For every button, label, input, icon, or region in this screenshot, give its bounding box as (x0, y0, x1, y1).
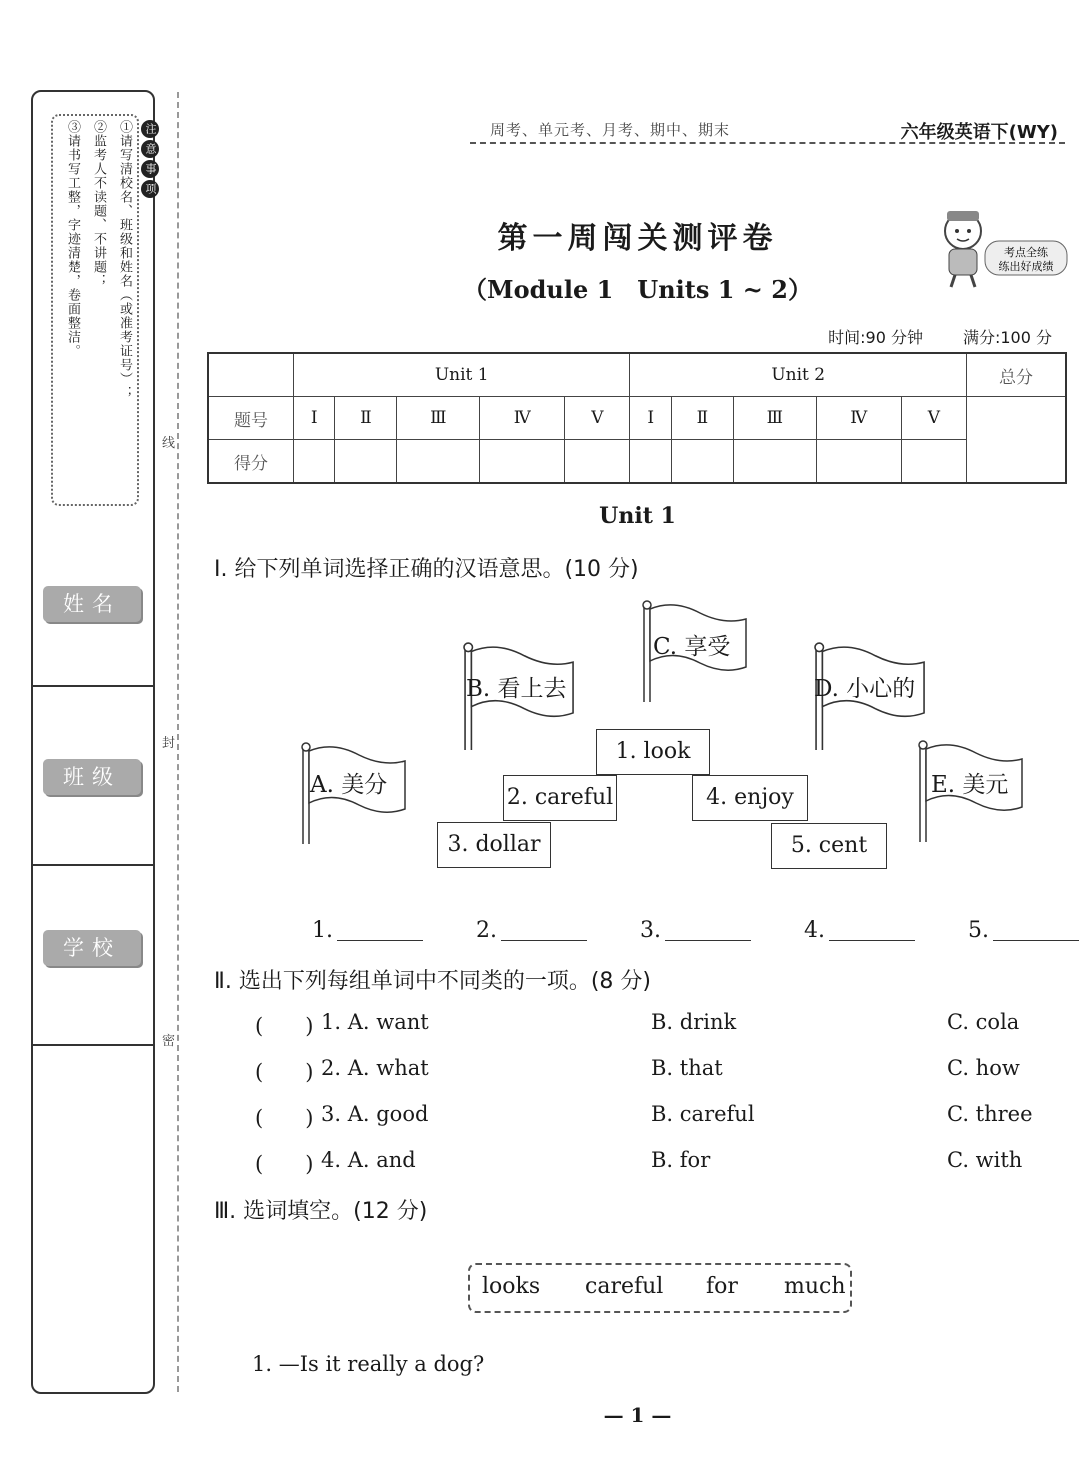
numeral-cell: Ⅳ (480, 397, 565, 440)
time-info (788, 325, 1052, 348)
section2-instruction: Ⅱ. 选出下列每组单词中不同类的一项。(8 分) (214, 969, 651, 994)
option-a: 4. A. and (321, 1148, 416, 1172)
blank-3[interactable]: 3. (640, 918, 751, 943)
option-b: B. that (651, 1056, 723, 1080)
notice-text (59, 120, 163, 498)
flag-b-label: B. 看上去 (466, 676, 567, 702)
unit-heading: Unit 1 (599, 503, 676, 529)
page-subtitle: （Module 1 Units 1 ~ 2） (463, 275, 812, 304)
bank-word: looks (482, 1274, 541, 1299)
unit2-header: Unit 2 (630, 353, 967, 397)
flag-a-label: A. 美分 (310, 772, 388, 798)
score-cell[interactable] (335, 440, 397, 484)
cut-mark: 密 (162, 1034, 176, 1049)
book-label: 六年级英语下(WY) (900, 122, 1058, 143)
score-table (207, 352, 1067, 484)
full-score-label: 满分:100 分 (962, 328, 1052, 347)
option-a: 3. A. good (321, 1102, 429, 1126)
flag-e-label: E. 美元 (931, 772, 1009, 798)
question-row (255, 1056, 1055, 1086)
word-enjoy: 4. enjoy (692, 775, 808, 821)
school-label: 学校 (43, 930, 141, 966)
notice-2: ②监考人不读题、不讲题； (91, 120, 106, 288)
notice-tag: 项 (141, 180, 159, 198)
notice-box (51, 114, 157, 506)
numeral-cell: Ⅴ (565, 397, 630, 440)
notice-tag: 注 (141, 120, 159, 138)
cut-mark: 封 (162, 736, 176, 751)
page-number: — 1 — (603, 1403, 672, 1427)
strip-divider (33, 1044, 153, 1046)
score-cell[interactable] (816, 440, 901, 484)
question-row (255, 1148, 1055, 1178)
option-a: 2. A. what (321, 1056, 429, 1080)
notice-tag: 事 (141, 160, 159, 178)
option-c: C. how (947, 1056, 1020, 1080)
flag-c-label: C. 享受 (653, 634, 731, 660)
total-score-cell[interactable] (967, 397, 1067, 484)
answer-paren[interactable]: ( ) (255, 1106, 314, 1130)
flag-b (452, 642, 584, 754)
word-cent: 5. cent (771, 823, 887, 869)
blank-1[interactable]: 1. (312, 918, 423, 943)
cut-mark: 线 (162, 436, 176, 451)
name-label: 姓名 (43, 586, 141, 622)
numeral-cell: Ⅱ (335, 397, 397, 440)
option-b: B. careful (651, 1102, 755, 1126)
question-1: 1. —Is it really a dog? (252, 1352, 485, 1376)
word-bank (468, 1263, 852, 1313)
word-careful: 2. careful (503, 775, 617, 821)
numeral-cell: Ⅰ (630, 397, 671, 440)
numeral-cell: Ⅳ (816, 397, 901, 440)
blank-5[interactable]: 5. (968, 918, 1079, 943)
series-label: 周考、单元考、月考、期中、期末 (490, 121, 731, 139)
score-cell[interactable] (733, 440, 816, 484)
unit1-header: Unit 1 (294, 353, 630, 397)
blank-2[interactable]: 2. (476, 918, 587, 943)
word-look: 1. look (596, 729, 710, 775)
answer-paren[interactable]: ( ) (255, 1014, 314, 1038)
option-c: C. cola (947, 1010, 1020, 1034)
mascot-text-2: 练出好成绩 (998, 260, 1054, 273)
mascot-text-1: 考点全练 (1004, 246, 1048, 259)
option-c: C. three (947, 1102, 1033, 1126)
bank-word: for (706, 1274, 738, 1299)
time-label: 时间:90 分钟 (828, 328, 923, 347)
numeral-cell: Ⅰ (294, 397, 335, 440)
header-rule (470, 142, 1065, 144)
flag-c (639, 600, 749, 706)
question-row (255, 1102, 1055, 1132)
score-cell[interactable] (671, 440, 733, 484)
score-cell[interactable] (294, 440, 335, 484)
notice-1: ①请写清校名、班级和姓名（或准考证号）； (117, 120, 132, 400)
question-row (255, 1010, 1055, 1040)
page-title: 第一周闯关测评卷 (497, 221, 778, 256)
flag-a (298, 742, 408, 848)
answer-paren[interactable]: ( ) (255, 1060, 314, 1084)
score-cell[interactable] (630, 440, 671, 484)
option-b: B. drink (651, 1010, 737, 1034)
option-b: B. for (651, 1148, 711, 1172)
option-c: C. with (947, 1148, 1023, 1172)
bank-word: careful (585, 1274, 664, 1299)
section1-instruction: Ⅰ. 给下列单词选择正确的汉语意思。(10 分) (214, 557, 639, 582)
total-header: 总分 (967, 353, 1067, 397)
flag-e (915, 740, 1025, 846)
word-dollar: 3. dollar (437, 822, 551, 868)
numeral-cell: Ⅲ (397, 397, 480, 440)
answer-paren[interactable]: ( ) (255, 1152, 314, 1176)
flag-d (798, 642, 940, 754)
blank-4[interactable]: 4. (804, 918, 915, 943)
option-a: 1. A. want (321, 1010, 429, 1034)
flag-d-label: D. 小心的 (814, 676, 916, 702)
score-cell[interactable] (901, 440, 966, 484)
notice-tag: 意 (141, 140, 159, 158)
mascot-icon (925, 205, 1070, 290)
class-label: 班级 (43, 759, 141, 795)
numeral-cell: Ⅱ (671, 397, 733, 440)
score-cell[interactable] (397, 440, 480, 484)
mascot-illustration (925, 205, 1070, 290)
strip-divider (33, 685, 153, 687)
row-label-number: 题号 (208, 397, 294, 440)
strip-divider (33, 864, 153, 866)
section3-instruction: Ⅲ. 选词填空。(12 分) (214, 1199, 428, 1224)
numeral-cell: Ⅲ (733, 397, 816, 440)
score-cell[interactable] (565, 440, 630, 484)
numeral-cell: Ⅴ (901, 397, 966, 440)
score-cell[interactable] (480, 440, 565, 484)
row-label-score: 得分 (208, 440, 294, 484)
notice-3: ③请书写工整，字迹清楚，卷面整洁。 (65, 120, 80, 358)
bank-word: much (784, 1274, 846, 1299)
answer-blanks (312, 918, 1079, 943)
